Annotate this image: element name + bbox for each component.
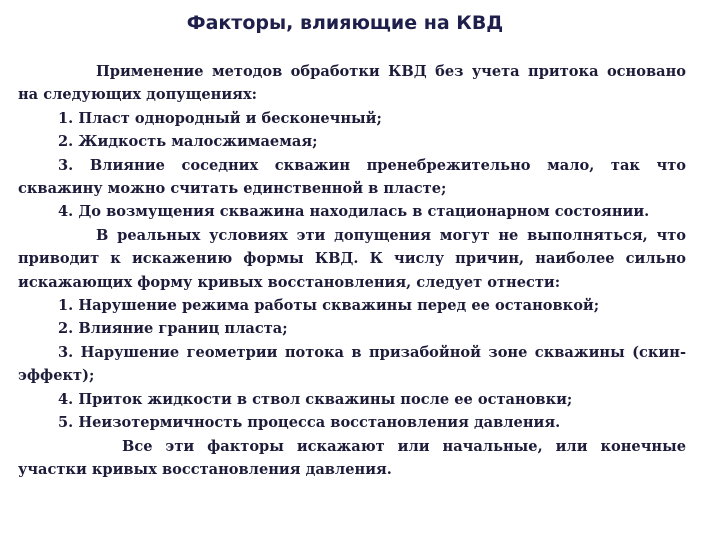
slide-body: [18, 60, 686, 481]
assumption-item-4: 4. До возмущения скважина находилась в стационарном состоянии.: [58, 203, 650, 221]
intro-paragraph: Применение методов обработки КВД без учета притока основано на следующих допущениях:: [18, 63, 686, 104]
cause-item-2: 2. Влияние границ пласта;: [58, 320, 288, 338]
cause-item-3: 3. Нарушение геометрии потока в призабойной зоне скважины (скин-эффект);: [18, 343, 686, 385]
reality-paragraph: В реальных условиях эти допущения могут не выполняться, что приводит к искажению формы КВД. К числу причин, наиболее сильно искажающих форму кривых восстановления, следует отнести:: [18, 226, 686, 291]
assumption-item-3: 3. Влияние соседних скважин пренебрежительно мало, так что скважину можно считать единственной в пласте;: [18, 156, 686, 198]
cause-item-5: 5. Неизотермичность процесса восстановления давления.: [58, 414, 561, 432]
conclusion-paragraph: Все эти факторы искажают или начальные, или конечные участки кривых восстановления давления.: [18, 437, 686, 478]
cause-item-1: 1. Нарушение режима работы скважины перед ее остановкой;: [58, 297, 600, 315]
cause-item-4: 4. Приток жидкости в ствол скважины после ее остановки;: [58, 390, 573, 408]
assumption-item-1: 1. Пласт однородный и бесконечный;: [58, 109, 382, 127]
assumption-item-2: 2. Жидкость малосжимаемая;: [58, 133, 318, 151]
slide-title: Факторы, влияющие на КВД: [186, 12, 504, 34]
